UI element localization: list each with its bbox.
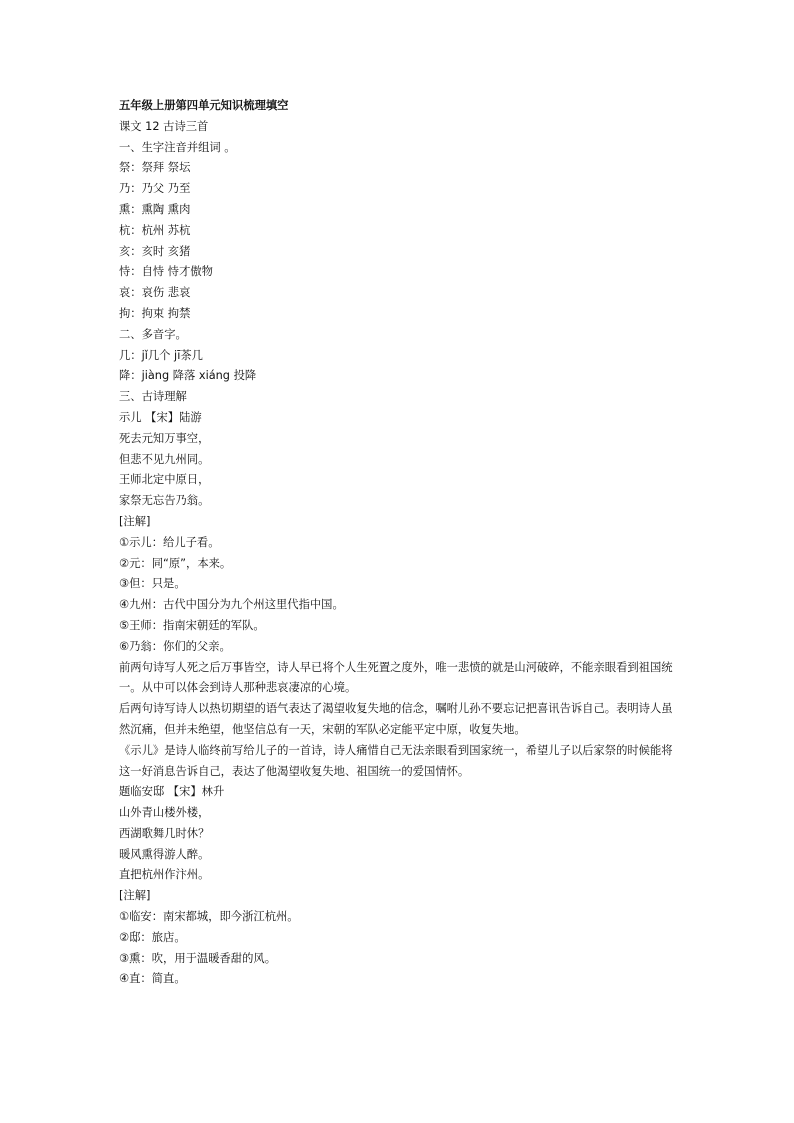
text-line: ④九州：古代中国分为九个州这里代指中国。: [119, 598, 344, 612]
text-line: 哀：哀伤 悲哀: [119, 286, 191, 300]
text-line: ①示儿：给儿子看。: [119, 535, 220, 549]
content-lines: [119, 117, 679, 658]
text-line: 课文 12 古诗三首: [119, 119, 209, 133]
text-line: ⑤王师：指南宋朝廷的军队。: [119, 618, 265, 632]
text-line: ②邸：旅店。: [119, 930, 186, 944]
text-line: ④直：简直。: [119, 972, 186, 986]
text-line: [注解]: [119, 514, 151, 528]
text-line: ③熏：吹，用于温暖香甜的风。: [119, 951, 276, 965]
text-line: 一、生字注音并组词 。: [119, 140, 236, 154]
text-line: 家祭无忘告乃翁。: [119, 494, 210, 508]
text-line: ②元：同“原”，本来。: [119, 556, 232, 570]
text-line: 熏：熏陶 熏肉: [119, 202, 191, 216]
text-line: 示儿 【宋】陆游: [119, 410, 202, 424]
content-paragraphs: [119, 658, 679, 783]
document-title: 五年级上册第四单元知识梳理填空: [119, 99, 289, 112]
text-paragraph: 前两句诗写人死之后万事皆空，诗人早已将个人生死置之度外，唯一悲愤的就是山河破碎，不能亲眼看到祖国统一。从中可以体会到诗人那种悲哀凄凉的心境。: [119, 660, 673, 695]
text-line: 三、古诗理解: [119, 390, 187, 404]
text-line: 恃：自恃 恃才傲物: [119, 265, 213, 279]
text-line: 亥：亥时 亥猪: [119, 244, 191, 258]
text-line: ③但：只是。: [119, 577, 186, 591]
text-line: 降：jiàng 降落 xiáng 投降: [119, 369, 257, 383]
text-line: 祭：祭拜 祭坛: [119, 161, 191, 175]
text-line: 杭：杭州 苏杭: [119, 223, 191, 237]
text-line: 几：jǐ几个 jī茶几: [119, 348, 203, 362]
text-line: 拘：拘束 拘禁: [119, 306, 191, 320]
text-line: 直把杭州作汴州。: [119, 868, 210, 882]
text-paragraph: 《示儿》是诗人临终前写给儿子的一首诗，诗人痛惜自己无法亲眼看到国家统一，希望儿子以后家祭的时候能将这一好消息告诉自己，表达了他渴望收复失地、祖国统一的爱国情怀。: [119, 743, 673, 778]
text-line: 王师北定中原日，: [119, 473, 210, 487]
text-line: 山外青山楼外楼，: [119, 806, 210, 820]
text-line: 但悲不见九州同。: [119, 452, 210, 466]
text-line: ⑥乃翁：你们的父亲。: [119, 639, 231, 653]
document-body: [119, 96, 679, 990]
text-line: 二、多音字。: [119, 327, 187, 341]
text-line: 死去元知万事空，: [119, 431, 210, 445]
text-line: [注解]: [119, 889, 151, 903]
text-line: 暖风熏得游人醉。: [119, 847, 210, 861]
text-paragraph: 后两句诗写诗人以热切期望的语气表达了渴望收复失地的信念，嘱咐儿孙不要忘记把喜讯告诉自己。表明诗人虽然沉痛，但并未绝望，他坚信总有一天，宋朝的军队必定能平定中原，收复失地。: [119, 702, 673, 736]
text-line: 乃：乃父 乃至: [119, 182, 191, 196]
text-line: 题临安邸 【宋】林升: [119, 785, 225, 799]
content-lines-second-poem: [119, 782, 679, 990]
text-line: 西湖歌舞几时休？: [119, 826, 210, 840]
text-line: ①临安：南宋都城，即今浙江杭州。: [119, 910, 299, 924]
